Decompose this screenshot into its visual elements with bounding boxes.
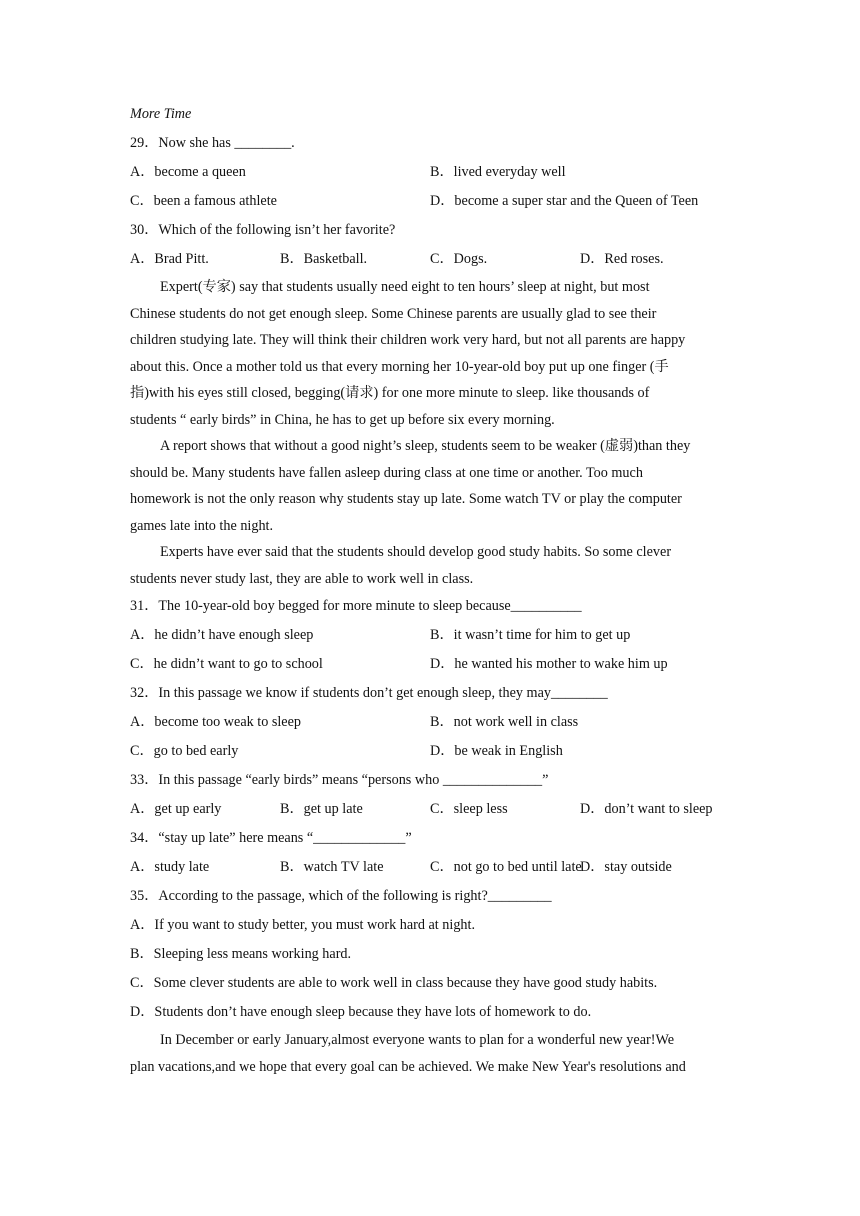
- question-29-option-a: A．become a queen: [130, 164, 246, 180]
- passage-paragraph-2: [130, 433, 730, 539]
- question-33-option-d: D．don’t want to sleep: [580, 801, 713, 817]
- question-32-option-d: D．be weak in English: [430, 743, 563, 759]
- passage-line: A report shows that without a good night’s sleep, students seem to be weaker (虚弱)than they: [160, 438, 691, 454]
- passage-line: about this. Once a mother told us that every morning her 10-year-old boy put up one finger (手: [130, 358, 669, 375]
- passage-line: Chinese students do not get enough sleep. Some Chinese parents are usually glad to see their: [130, 305, 657, 322]
- question-30-option-a: A．Brad Pitt.: [130, 251, 209, 267]
- question-30-option-b: B．Basketball.: [280, 251, 368, 267]
- question-34-option-d: D．stay outside: [580, 859, 672, 875]
- question-32-stem: 32．In this passage we know if students don’t get enough sleep, they may________: [130, 685, 608, 701]
- passage-line: plan vacations,and we hope that every goal can be achieved. We make New Year's resolutions and: [130, 1058, 686, 1075]
- question-35-stem: 35．According to the passage, which of the following is right?_________: [130, 888, 552, 904]
- question-32-option-b: B．not work well in class: [430, 714, 579, 730]
- question-29-options-row-1: [130, 158, 730, 187]
- question-31-stem: 31．The 10-year-old boy begged for more minute to sleep because__________: [130, 598, 582, 614]
- question-31-option-b: B．it wasn’t time for him to get up: [430, 627, 631, 643]
- question-29-option-c: C．been a famous athlete: [130, 193, 277, 209]
- question-32-option-a: A．become too weak to sleep: [130, 714, 301, 730]
- question-29-option-b: B．lived everyday well: [430, 164, 566, 180]
- question-35-option-a: A．If you want to study better, you must work hard at night.: [130, 917, 476, 933]
- question-34-stem: 34．“stay up late” here means “_____________”: [130, 830, 412, 846]
- question-30-options-row: [130, 245, 730, 274]
- question-32-option-c: C．go to bed early: [130, 743, 239, 759]
- question-33-stem: 33．In this passage “early birds” means “persons who ______________”: [130, 772, 549, 788]
- question-30-stem: 30．Which of the following isn’t her favorite?: [130, 222, 396, 238]
- question-31-option-c: C．he didn’t want to go to school: [130, 656, 323, 672]
- question-34-option-c: C．not go to bed until late: [430, 859, 582, 875]
- passage-line: games late into the night.: [130, 517, 274, 534]
- passage-line: should be. Many students have fallen asleep during class at one time or another. Too much: [130, 464, 643, 481]
- passage-line: In December or early January,almost everyone wants to plan for a wonderful new year!We: [160, 1032, 674, 1048]
- question-30-option-c: C．Dogs.: [430, 251, 488, 267]
- passage-paragraph-3: [130, 539, 730, 592]
- question-33-options-row: [130, 795, 730, 824]
- question-31-option-d: D．he wanted his mother to wake him up: [430, 656, 668, 672]
- question-31-option-a: A．he didn’t have enough sleep: [130, 627, 314, 643]
- question-31-options-row-1: [130, 621, 730, 650]
- passage-line: children studying late. They will think their children work very hard, but not all parents are happy: [130, 332, 686, 348]
- question-30-option-d: D．Red roses.: [580, 251, 664, 267]
- question-33-option-a: A．get up early: [130, 801, 222, 817]
- question-29-options-row-2: [130, 187, 730, 216]
- passage-line: students never study last, they are able to work well in class.: [130, 570, 474, 587]
- question-34-option-a: A．study late: [130, 859, 210, 875]
- question-35-option-c: C．Some clever students are able to work well in class because they have good study habits.: [130, 975, 658, 991]
- passage-line: homework is not the only reason why students stay up late. Some watch TV or play the computer: [130, 491, 682, 507]
- question-29-stem: 29．Now she has ________.: [130, 135, 295, 151]
- document-page: [130, 100, 730, 1080]
- question-35-option-b: B．Sleeping less means working hard.: [130, 946, 352, 962]
- question-32-options-row-2: [130, 737, 730, 766]
- question-34-option-b: B．watch TV late: [280, 859, 384, 875]
- question-29-option-d: D．become a super star and the Queen of Teen: [430, 193, 699, 209]
- passage-3-paragraph-1: [130, 1027, 730, 1080]
- question-33-option-c: C．sleep less: [430, 801, 508, 817]
- question-35-option-d: D．Students don’t have enough sleep because they have lots of homework to do.: [130, 1004, 592, 1020]
- passage-line: Expert(专家) say that students usually need eight to ten hours’ sleep at night, but most: [160, 279, 650, 295]
- passage-line: Experts have ever said that the students should develop good study habits. So some clever: [160, 544, 672, 560]
- passage-line: 指)with his eyes still closed, begging(请求) for one more minute to sleep. like thousands of: [130, 385, 650, 401]
- question-33-option-b: B．get up late: [280, 801, 363, 817]
- question-34-options-row: [130, 853, 730, 882]
- question-31-options-row-2: [130, 650, 730, 679]
- question-32-options-row-1: [130, 708, 730, 737]
- section-heading: More Time: [130, 106, 192, 122]
- passage-line: students “ early birds” in China, he has to get up before six every morning.: [130, 411, 555, 428]
- passage-paragraph-1: [130, 274, 730, 433]
